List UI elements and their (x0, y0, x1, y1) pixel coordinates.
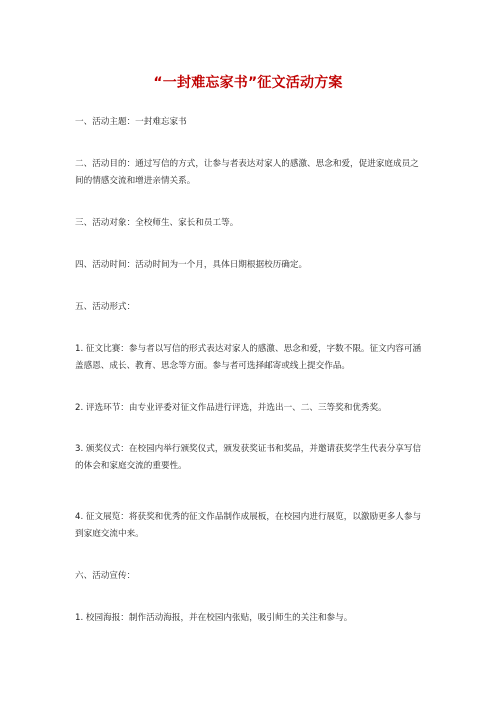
format-item-exhibition: 4. 征文展览：将获奖和优秀的征文作品制作成展板，在校园内进行展览，以激励更多人参与到家庭交流中来。 (75, 512, 422, 539)
section-promotion-heading: 六、活动宣传： (75, 571, 136, 581)
section-audience: 三、活动对象：全校师生、家长和员工等。 (75, 218, 239, 228)
section-purpose: 二、活动目的：通过写信的方式，让参与者表达对家人的感激、思念和爱，促进家庭成员之间的情感交流和增进亲情关系。 (75, 159, 419, 186)
promotion-item-posters: 1. 校园海报：制作活动海报，并在校园内张贴，吸引师生的关注和参与。 (75, 613, 353, 623)
format-item-judging: 2. 评选环节：由专业评委对征文作品进行评选，并选出一、二、三等奖和优秀奖。 (75, 403, 387, 413)
section-theme: 一、活动主题：一封难忘家书 (75, 117, 187, 127)
section-time: 四、活动时间：活动时间为一个月，具体日期根据校历确定。 (75, 260, 308, 270)
document-title: “一封难忘家书”征文活动方案 (153, 75, 343, 91)
format-item-essay-contest: 1. 征文比赛：参与者以写信的形式表达对家人的感激、思念和爱，字数不限。征文内容可涵盖感恩、成长、教育、思念等方面。参与者可选择邮寄或线上提交作品。 (75, 344, 422, 371)
format-item-award-ceremony: 3. 颁奖仪式：在校园内举行颁奖仪式，颁发获奖证书和奖品，并邀请获奖学生代表分享写信的体会和家庭交流的重要性。 (75, 444, 422, 471)
section-format-heading: 五、活动形式： (75, 302, 136, 312)
